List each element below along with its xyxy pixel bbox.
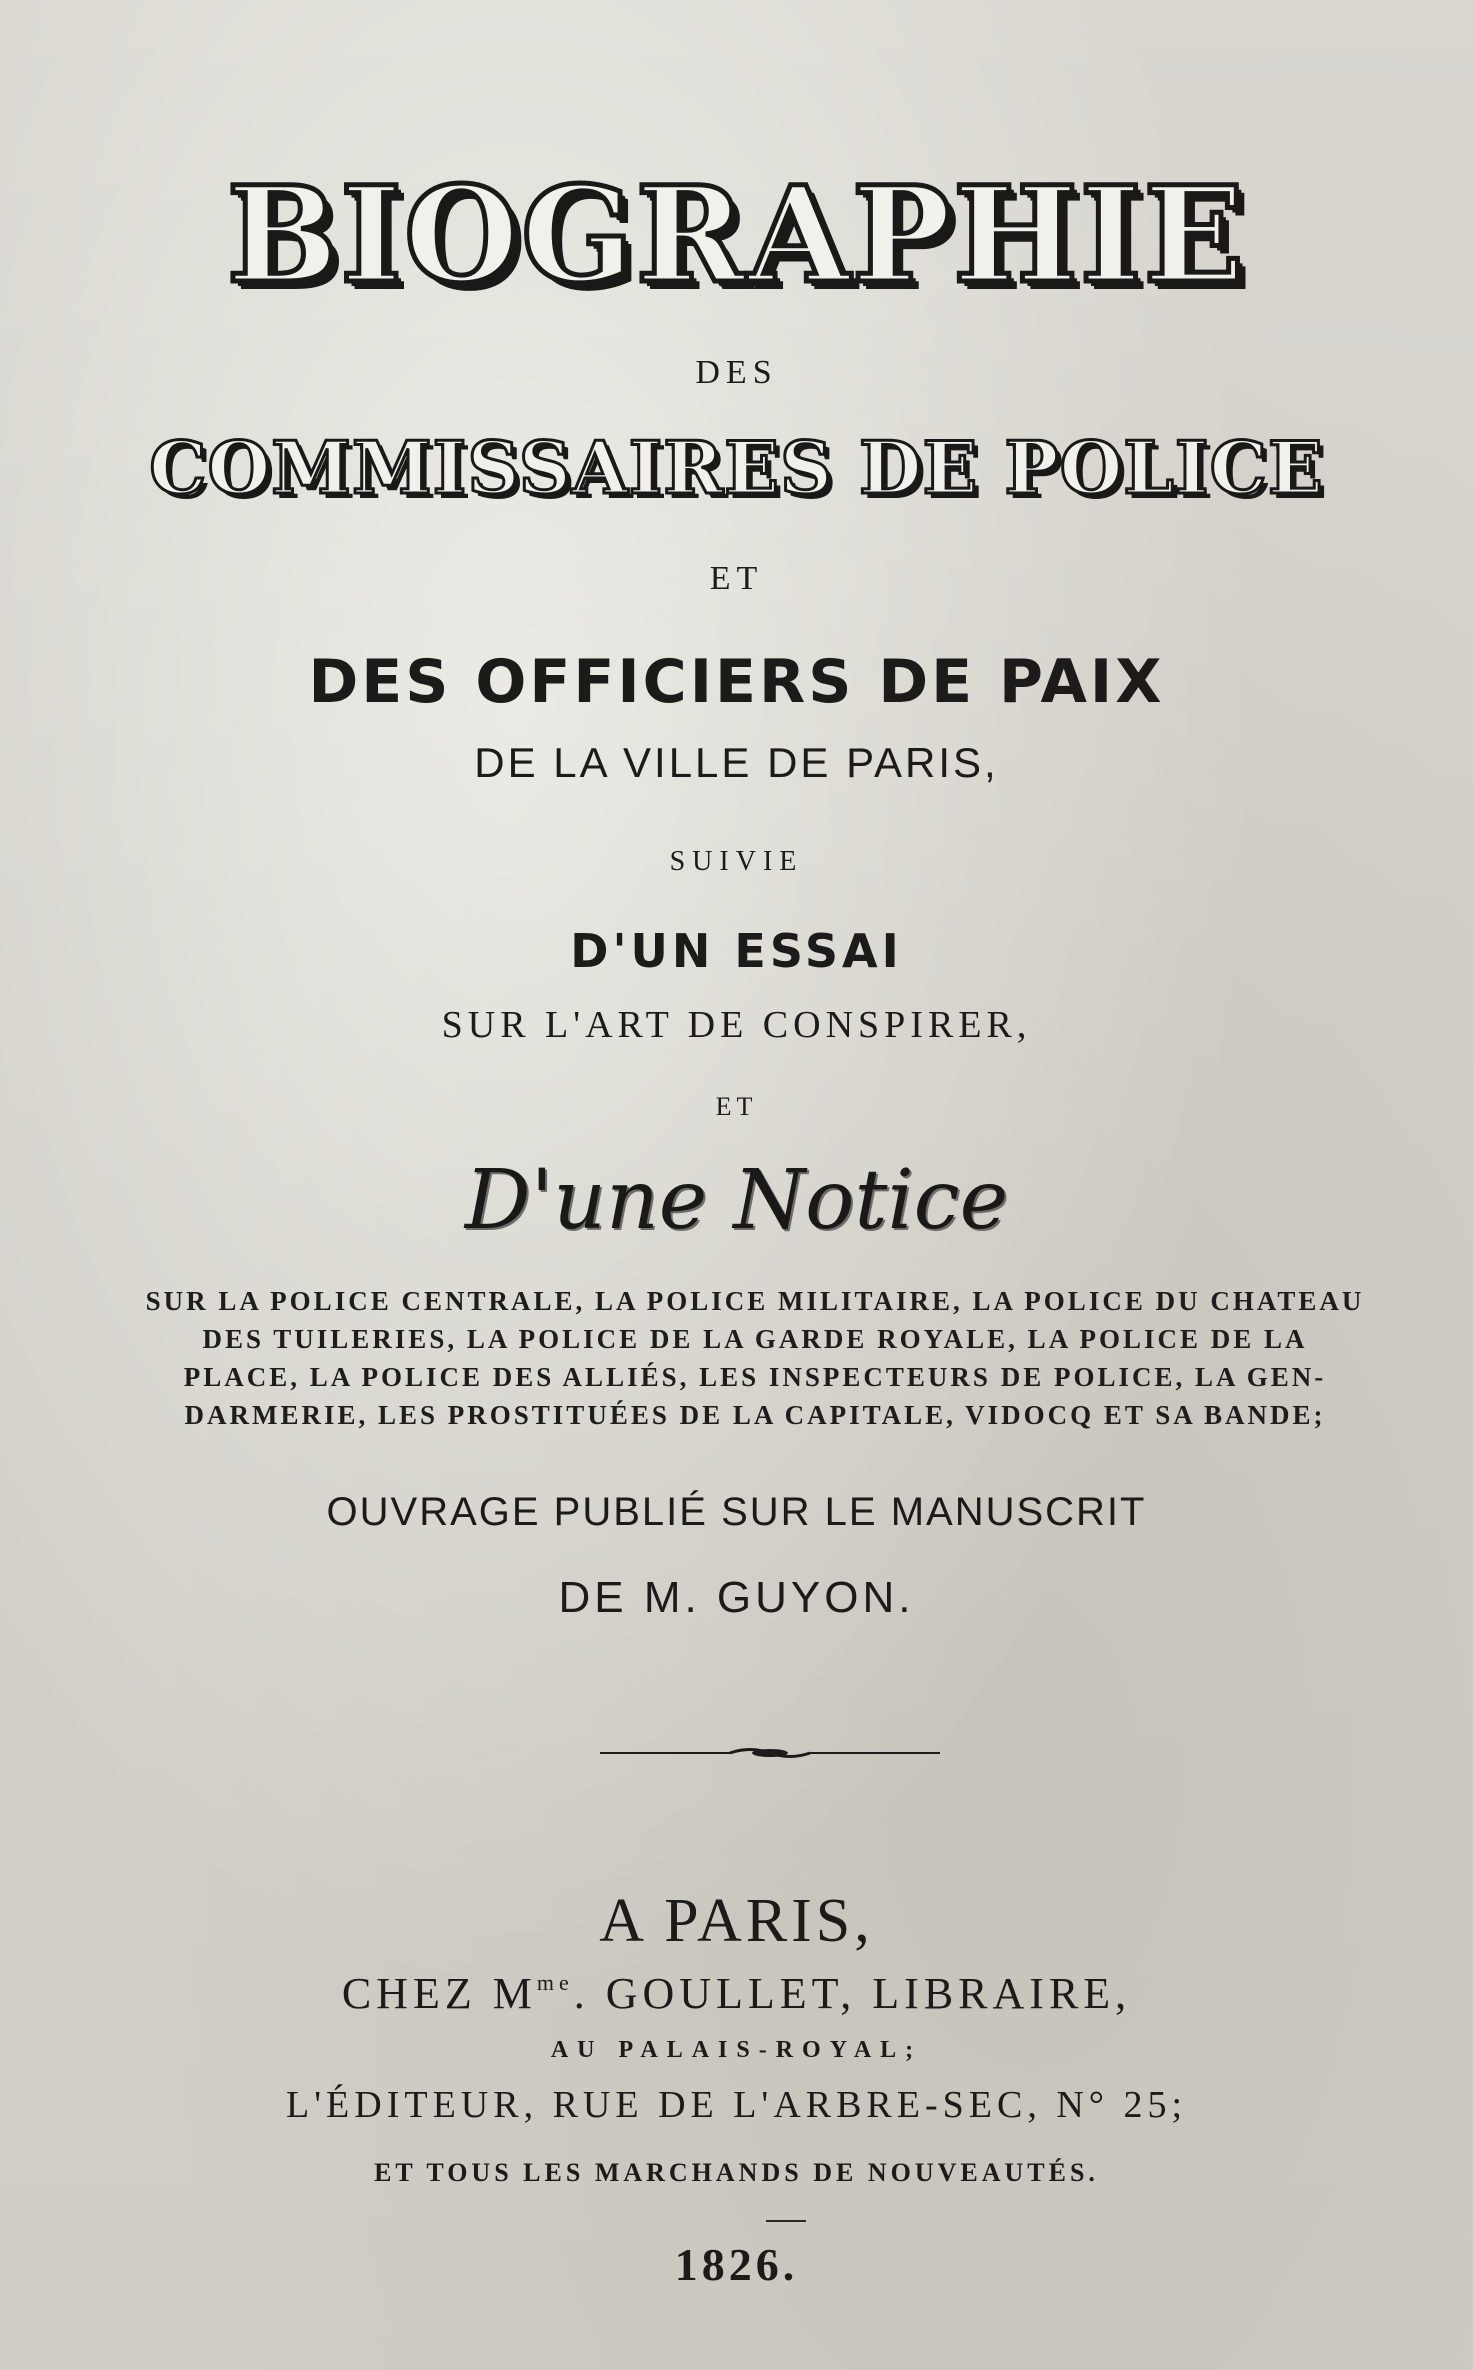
title-connector-et: ET [709, 560, 764, 597]
ornamental-rule [600, 1746, 940, 1760]
notice-description [130, 1282, 1380, 1434]
third-title: DES OFFICIERS DE PAIX [308, 647, 1165, 717]
essai-title: D'UN ESSAI [570, 924, 903, 978]
imprint-merchants: ET TOUS LES MARCHANDS DE NOUVEAUTÉS. [374, 2158, 1099, 2187]
publisher-superscript: me [536, 1970, 574, 1995]
publisher-suffix: . GOULLET, LIBRAIRE, [573, 1969, 1132, 2018]
imprint-palais: AU PALAIS-ROYAL; [550, 2037, 923, 2063]
ouvrage-line: OUVRAGE PUBLIÉ SUR LE MANUSCRIT [326, 1490, 1147, 1534]
publisher-prefix: CHEZ M [341, 1969, 537, 2018]
suivie-label: SUIVIE [669, 846, 804, 877]
notice-line: DES TUILERIES, LA POLICE DE LA GARDE ROYALE, LA POLICE DE LA [202, 1324, 1308, 1354]
imprint-publisher [0, 1969, 1473, 2018]
notice-line: DARMERIE, LES PROSTITUÉES DE LA CAPITALE, VIDOCQ ET SA BANDE; [184, 1400, 1326, 1430]
notice-line: PLACE, LA POLICE DES ALLIÉS, LES INSPECTEURS DE POLICE, LA GEN- [183, 1362, 1327, 1392]
essai-subtitle: SUR L'ART DE CONSPIRER, [441, 1004, 1032, 1046]
imprint-city: A PARIS, [599, 1887, 874, 1955]
main-title: BIOGRAPHIE [226, 158, 1247, 313]
author-line: DE M. GUYON. [558, 1573, 915, 1622]
second-title: COMMISSAIRES DE POLICE [149, 425, 1324, 510]
imprint-year: 1826. [674, 2239, 799, 2290]
title-connector-des: DES [695, 354, 778, 391]
subtitle-ville: DE LA VILLE DE PARIS, [474, 739, 999, 786]
connector-et-second: ET [715, 1092, 758, 1121]
notice-title: D'une Notice [464, 1153, 1009, 1248]
year-rule [766, 2220, 806, 2222]
notice-line: SUR LA POLICE CENTRALE, LA POLICE MILITAIRE, LA POLICE DU CHATEAU [145, 1286, 1365, 1316]
imprint-editor: L'ÉDITEUR, RUE DE L'ARBRE-SEC, N° 25; [285, 2084, 1188, 2126]
